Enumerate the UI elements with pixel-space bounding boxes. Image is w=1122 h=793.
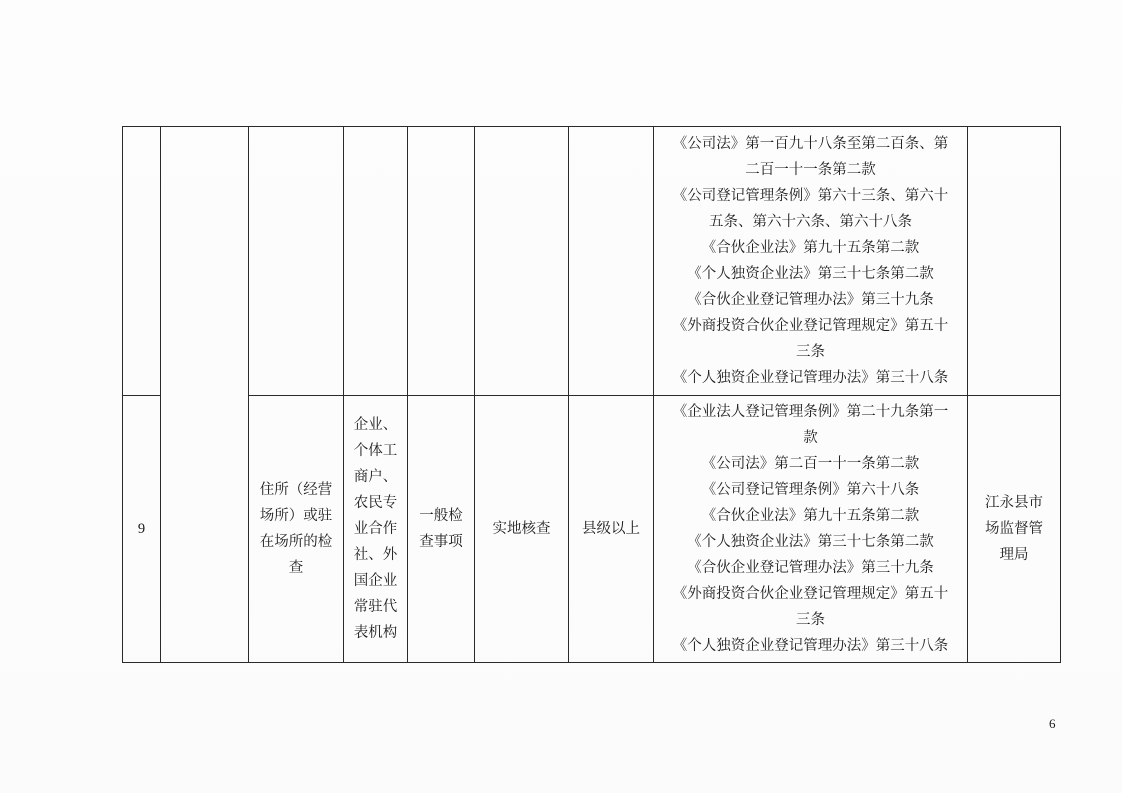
cell-legal-basis <box>654 396 968 663</box>
basis-line: 《合伙企业登记管理办法》第三十九条 <box>687 560 934 576</box>
item-line: 住所（经营 <box>259 482 333 498</box>
cell-level-empty <box>569 127 654 396</box>
target-line: 企业、 <box>353 417 398 433</box>
item-line: 场所）或驻 <box>259 508 333 524</box>
target-line: 业合作 <box>353 521 398 537</box>
cell-item-empty <box>249 127 344 396</box>
basis-line: 《个人独资企业登记管理办法》第三十八条 <box>672 370 949 386</box>
basis-line: 《个人独资企业法》第三十七条第二款 <box>687 534 934 550</box>
basis-line: 《外商投资合伙企业登记管理规定》第五十 <box>672 318 949 334</box>
cell-inspection-target <box>344 396 408 663</box>
inspection-table <box>122 126 1061 663</box>
cell-inspection-method: 实地核查 <box>475 396 569 663</box>
cell-legal-basis-continued <box>654 127 968 396</box>
target-line: 常驻代 <box>353 599 398 615</box>
basis-line: 《个人独资企业登记管理办法》第三十八条 <box>672 638 949 654</box>
basis-line: 二百一十一条第二款 <box>745 162 876 178</box>
basis-line: 《企业法人登记管理条例》第二十九条第一 <box>672 404 949 420</box>
page-number: 6 <box>1049 716 1056 731</box>
table-row-9 <box>123 396 1061 663</box>
basis-line: 三条 <box>796 612 825 628</box>
item-line: 在场所的检 <box>259 534 333 550</box>
basis-line: 《合伙企业法》第九十五条第二款 <box>701 240 920 256</box>
target-line: 商户、 <box>353 469 398 485</box>
cell-inspection-level: 县级以上 <box>569 396 654 663</box>
basis-line: 《公司登记管理条例》第六十八条 <box>701 482 920 498</box>
basis-line: 《合伙企业登记管理办法》第三十九条 <box>687 292 934 308</box>
target-line: 个体工 <box>353 443 398 459</box>
cell-category-merged <box>161 127 249 663</box>
agency-line: 江永县市 <box>985 495 1043 511</box>
type-line: 查事项 <box>419 534 463 550</box>
target-line: 社、外 <box>353 547 398 563</box>
basis-line: 《公司法》第一百九十八条至第二百条、第 <box>672 136 949 152</box>
agency-line: 理局 <box>999 547 1029 563</box>
basis-line: 款 <box>803 430 818 446</box>
cell-responsible-agency <box>968 396 1061 663</box>
item-line: 查 <box>288 560 304 576</box>
agency-line: 场监督管 <box>985 521 1043 537</box>
cell-inspection-type <box>408 396 475 663</box>
cell-agency-empty <box>968 127 1061 396</box>
cell-target-empty <box>344 127 408 396</box>
cell-type-empty <box>408 127 475 396</box>
target-line: 表机构 <box>353 625 398 641</box>
type-line: 一般检 <box>419 508 463 524</box>
basis-line: 《外商投资合伙企业登记管理规定》第五十 <box>672 586 949 602</box>
cell-number-empty <box>123 127 161 396</box>
cell-row-number: 9 <box>123 396 161 663</box>
target-line: 国企业 <box>353 573 398 589</box>
basis-line: 《公司登记管理条例》第六十三条、第六十 <box>672 188 949 204</box>
target-line: 农民专 <box>353 495 398 511</box>
basis-line: 五条、第六十六条、第六十八条 <box>709 214 912 230</box>
basis-line: 三条 <box>796 344 825 360</box>
table-row-continued <box>123 127 1061 396</box>
basis-line: 《公司法》第二百一十一条第二款 <box>701 456 920 472</box>
basis-line: 《个人独资企业法》第三十七条第二款 <box>687 266 934 282</box>
cell-method-empty <box>475 127 569 396</box>
basis-line: 《合伙企业法》第九十五条第二款 <box>701 508 920 524</box>
cell-inspection-item <box>249 396 344 663</box>
